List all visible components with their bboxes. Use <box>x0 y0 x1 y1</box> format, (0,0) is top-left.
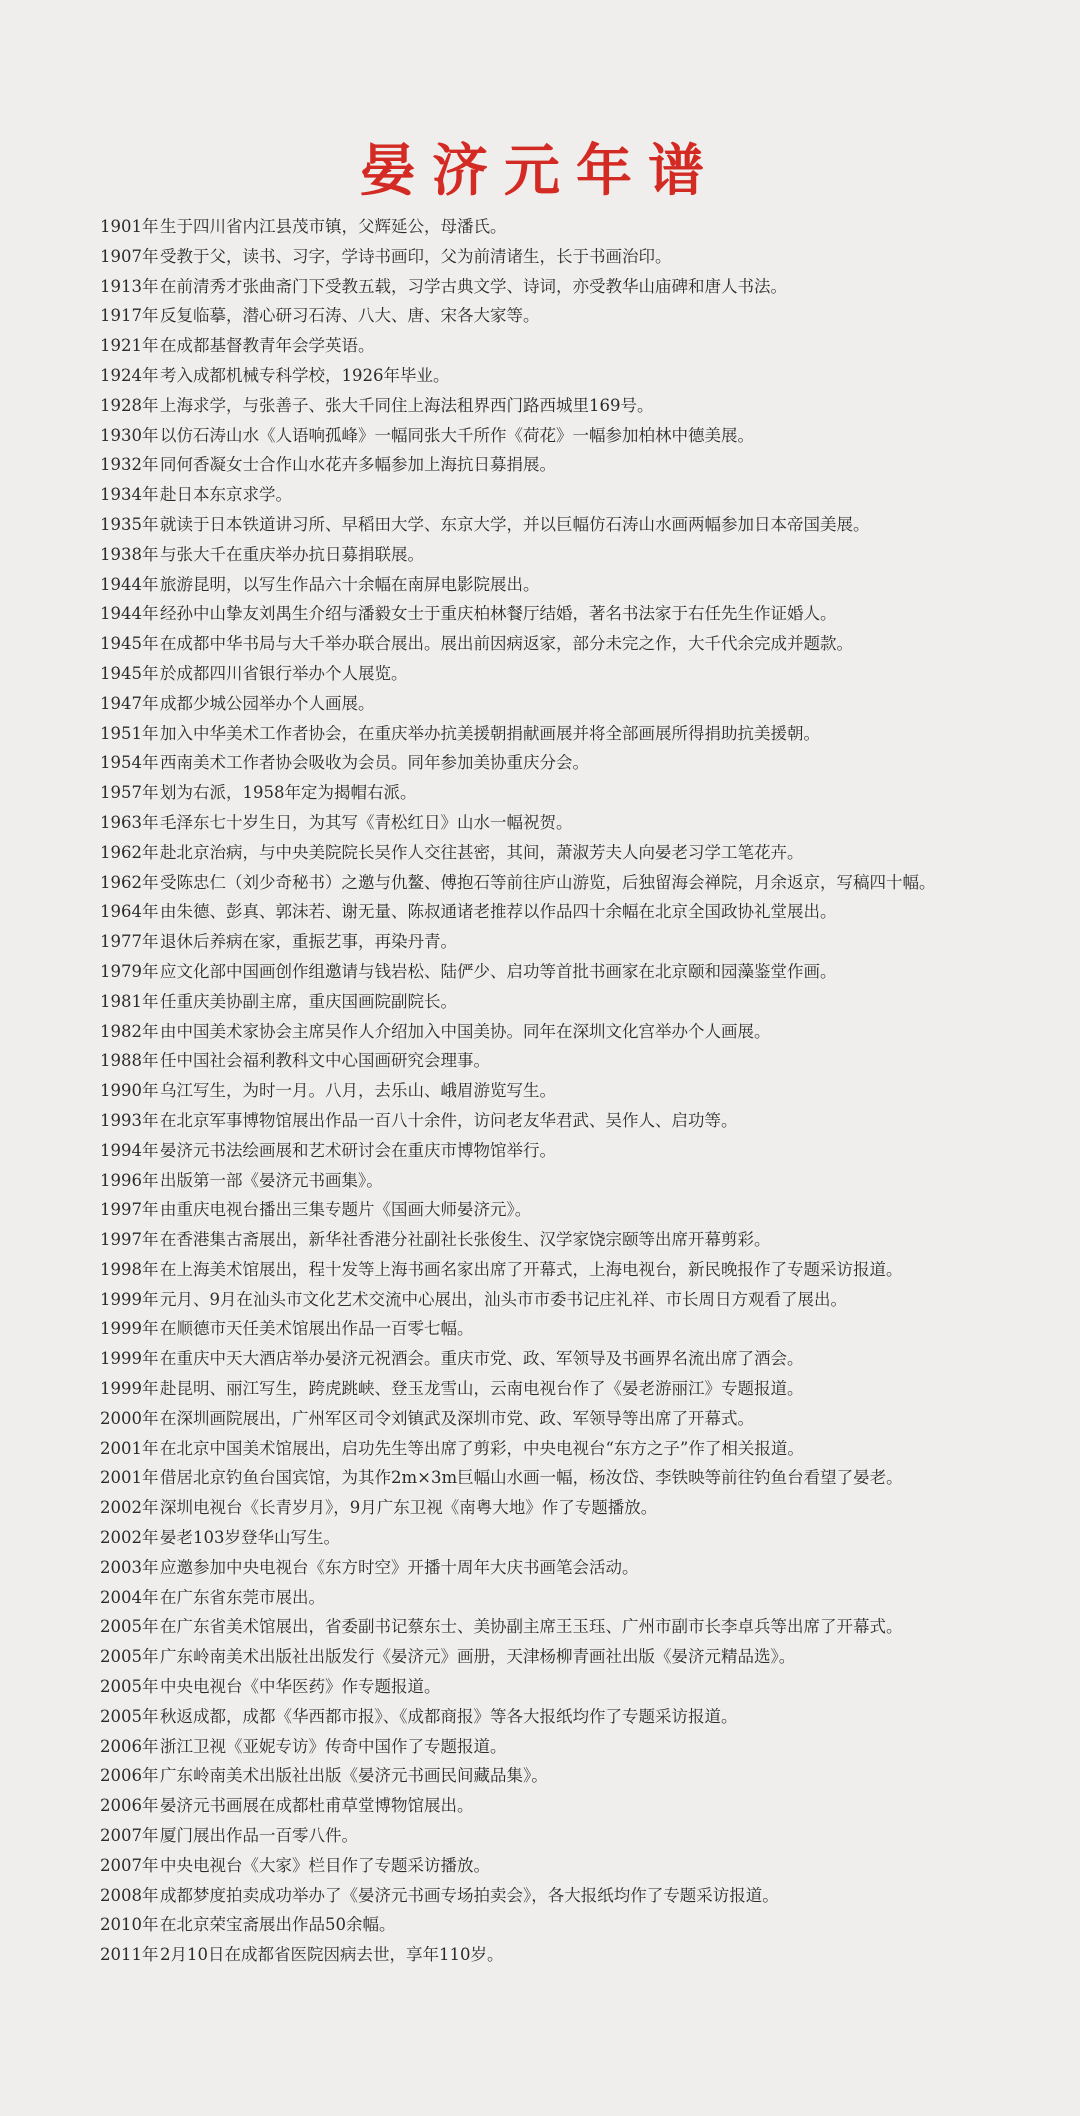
chronology-entry <box>100 1225 1060 1255</box>
entry-year: 1999年 <box>100 1289 159 1309</box>
entry-text: 在顺德市天任美术馆展出作品一百零七幅。 <box>160 1319 474 1339</box>
chronology-entry <box>100 1583 1060 1613</box>
chronology-entry <box>100 659 1060 689</box>
entry-year: 1994年 <box>100 1140 159 1160</box>
entry-year: 1917年 <box>100 306 159 326</box>
chronology-entry <box>100 242 1060 272</box>
chronology-entry <box>100 1404 1060 1434</box>
entry-text: 退休后养病在家，重振艺事，再染丹青。 <box>160 932 457 952</box>
entry-text: 毛泽东七十岁生日，为其写《青松红日》山水一幅祝贺。 <box>160 812 573 832</box>
page-title: 晏济元年谱 <box>360 137 720 204</box>
chronology-entry <box>100 1314 1060 1344</box>
entry-year: 1981年 <box>100 991 159 1011</box>
entry-text: 由重庆电视台播出三集专题片《国画大师晏济元》。 <box>160 1200 532 1220</box>
entry-text: 就读于日本铁道讲习所、早稻田大学、东京大学，并以巨幅仿石涛山水画两幅参加日本帝国美展。 <box>160 514 870 534</box>
entry-text: 由朱德、彭真、郭沫若、谢无量、陈叔通诸老推荐以作品四十余幅在北京全国政协礼堂展出。 <box>160 902 837 922</box>
entry-text: 在成都中华书局与大千举办联合展出。展出前因病返家，部分未完之作，大千代余完成并题款。 <box>160 634 853 654</box>
entry-year: 2006年 <box>100 1766 159 1786</box>
entry-text: 中央电视台《中华医药》作专题报道。 <box>160 1677 441 1697</box>
chronology-entry <box>100 897 1060 927</box>
chronology-entry <box>100 1761 1060 1791</box>
entry-year: 2002年 <box>100 1528 159 1548</box>
entry-text: 元月、9月在汕头市文化艺术交流中心展出，汕头市市委书记庄礼祥、市长周日方观看了展出。 <box>160 1289 847 1309</box>
entry-text: 上海求学，与张善子、张大千同住上海法租界西门路西城里169号。 <box>160 395 654 415</box>
entry-text: 赴昆明、丽江写生，跨虎跳峡、登玉龙雪山，云南电视台作了《晏老游丽江》专题报道。 <box>160 1379 804 1399</box>
entry-year: 1907年 <box>100 246 159 266</box>
entry-text: 成都梦度拍卖成功举办了《晏济元书画专场拍卖会》，各大报纸均作了专题采访报道。 <box>160 1885 779 1905</box>
chronology-entry <box>100 1910 1060 1940</box>
chronology-entry <box>100 1821 1060 1851</box>
entry-text: 应文化部中国画创作组邀请与钱岩松、陆俨少、启功等首批书画家在北京颐和园藻鉴堂作画。 <box>160 961 837 981</box>
entry-year: 2001年 <box>100 1468 159 1488</box>
chronology-entry <box>100 1612 1060 1642</box>
entry-text: 晏老103岁登华山写生。 <box>160 1528 340 1548</box>
entry-text: 赴日本东京求学。 <box>160 485 292 505</box>
entry-year: 1924年 <box>100 365 159 385</box>
entry-text: 在香港集古斋展出，新华社香港分社副社长张俊生、汉学家饶宗颐等出席开幕剪彩。 <box>160 1230 771 1250</box>
entry-text: 於成都四川省银行举办个人展览。 <box>160 663 408 683</box>
entry-year: 1962年 <box>100 872 159 892</box>
chronology-entry <box>100 838 1060 868</box>
entry-year: 2007年 <box>100 1855 159 1875</box>
chronology-entry <box>100 1523 1060 1553</box>
chronology-entry <box>100 1076 1060 1106</box>
entry-year: 1938年 <box>100 544 159 564</box>
chronology-list <box>100 212 1060 1970</box>
entry-year: 2001年 <box>100 1438 159 1458</box>
entry-text: 加入中华美术工作者协会，在重庆举办抗美援朝捐献画展并将全部画展所得捐助抗美援朝。 <box>160 723 820 743</box>
entry-year: 2005年 <box>100 1677 159 1697</box>
chronology-entry <box>100 450 1060 480</box>
chronology-entry <box>100 689 1060 719</box>
entry-year: 1963年 <box>100 812 159 832</box>
chronology-entry <box>100 1940 1060 1970</box>
entry-text: 任重庆美协副主席，重庆国画院副院长。 <box>160 991 457 1011</box>
chronology-entry <box>100 778 1060 808</box>
entry-text: 生于四川省内江县茂市镇，父辉延公，母潘氏。 <box>160 217 507 236</box>
entry-year: 1957年 <box>100 783 159 803</box>
chronology-entry <box>100 1046 1060 1076</box>
chronology-entry <box>100 719 1060 749</box>
entry-text: 以仿石涛山水《人语响孤峰》一幅同张大千所作《荷花》一幅参加柏林中德美展。 <box>160 425 754 445</box>
entry-year: 1944年 <box>100 604 159 624</box>
chronology-entry <box>100 540 1060 570</box>
entry-year: 1990年 <box>100 1081 159 1101</box>
entry-year: 1944年 <box>100 574 159 594</box>
entry-text: 任中国社会福利教科文中心国画研究会理事。 <box>160 1051 490 1071</box>
entry-year: 2005年 <box>100 1647 159 1667</box>
entry-year: 1928年 <box>100 395 159 415</box>
entry-year: 1999年 <box>100 1319 159 1339</box>
chronology-entry <box>100 391 1060 421</box>
entry-year: 1988年 <box>100 1051 159 1071</box>
entry-year: 2008年 <box>100 1885 159 1905</box>
entry-text: 在上海美术馆展出，程十发等上海书画名家出席了开幕式，上海电视台，新民晚报作了专题采访报道。 <box>160 1259 903 1279</box>
entry-year: 1999年 <box>100 1349 159 1369</box>
chronology-entry <box>100 1851 1060 1881</box>
entry-year: 1964年 <box>100 902 159 922</box>
entry-text: 在深圳画院展出，广州军区司令刘镇武及深圳市党、政、军领导等出席了开幕式。 <box>160 1408 754 1428</box>
chronology-entry <box>100 212 1060 242</box>
chronology-entry <box>100 1374 1060 1404</box>
entry-text: 成都少城公园举办个人画展。 <box>160 693 375 713</box>
entry-year: 2010年 <box>100 1915 159 1935</box>
chronology-entry <box>100 331 1060 361</box>
entry-text: 反复临摹，潜心研习石涛、八大、唐、宋各大家等。 <box>160 306 540 326</box>
entry-year: 1997年 <box>100 1230 159 1250</box>
chronology-entry <box>100 957 1060 987</box>
entry-text: 广东岭南美术出版社出版发行《晏济元》画册，天津杨柳青画社出版《晏济元精品选》。 <box>160 1647 796 1667</box>
entry-year: 1935年 <box>100 514 159 534</box>
entry-text: 2月10日在成都省医院因病去世，享年110岁。 <box>160 1945 504 1965</box>
entry-text: 在广东省美术馆展出，省委副书记蔡东士、美协副主席王玉珏、广州市副市长李卓兵等出席了开幕式。 <box>160 1617 903 1637</box>
chronology-entry <box>100 1702 1060 1732</box>
entry-year: 2006年 <box>100 1736 159 1756</box>
entry-year: 1962年 <box>100 842 159 862</box>
entry-text: 浙江卫视《亚妮专访》传奇中国作了专题报道。 <box>160 1736 507 1756</box>
entry-year: 2005年 <box>100 1706 159 1726</box>
chronology-entry <box>100 1166 1060 1196</box>
chronology-entry <box>100 1791 1060 1821</box>
entry-text: 在前清秀才张曲斋门下受教五载，习学古典文学、诗词，亦受教华山庙碑和唐人书法。 <box>160 276 787 296</box>
entry-year: 1997年 <box>100 1200 159 1220</box>
entry-text: 在重庆中天大酒店举办晏济元祝酒会。重庆市党、政、军领导及书画界名流出席了酒会。 <box>160 1349 804 1369</box>
chronology-entry <box>100 629 1060 659</box>
entry-text: 在广东省东莞市展出。 <box>160 1587 325 1607</box>
entry-year: 2000年 <box>100 1408 159 1428</box>
chronology-entry <box>100 1136 1060 1166</box>
chronology-entry <box>100 748 1060 778</box>
chronology-entry <box>100 1881 1060 1911</box>
chronology-entry <box>100 808 1060 838</box>
entry-text: 乌江写生，为时一月。八月，去乐山、峨眉游览写生。 <box>160 1081 556 1101</box>
entry-year: 1954年 <box>100 753 159 773</box>
entry-text: 旅游昆明，以写生作品六十余幅在南屏电影院展出。 <box>160 574 540 594</box>
entry-text: 晏济元书法绘画展和艺术研讨会在重庆市博物馆举行。 <box>160 1140 556 1160</box>
chronology-entry <box>100 1553 1060 1583</box>
chronology-entry <box>100 361 1060 391</box>
entry-text: 借居北京钓鱼台国宾馆，为其作2m×3m巨幅山水画一幅，杨汝岱、李铁映等前往钓鱼台看望了晏老。 <box>160 1468 903 1488</box>
entry-text: 经孙中山挚友刘禺生介绍与潘毅女士于重庆柏林餐厅结婚，著名书法家于右任先生作证婚人。 <box>160 604 837 624</box>
chronology-entry <box>100 1285 1060 1315</box>
entry-text: 深圳电视台《长青岁月》，9月广东卫视《南粤大地》作了专题播放。 <box>160 1498 658 1518</box>
entry-year: 2003年 <box>100 1557 159 1577</box>
entry-text: 赴北京治病，与中央美院院长吴作人交往甚密，其间，萧淑芳夫人向晏老习学工笔花卉。 <box>160 842 804 862</box>
chronology-entry <box>100 1195 1060 1225</box>
chronology-entry <box>100 1344 1060 1374</box>
entry-year: 2004年 <box>100 1587 159 1607</box>
chronology-entry <box>100 1672 1060 1702</box>
entry-year: 1996年 <box>100 1170 159 1190</box>
entry-year: 1998年 <box>100 1259 159 1279</box>
entry-year: 1947年 <box>100 693 159 713</box>
entry-text: 与张大千在重庆举办抗日募捐联展。 <box>160 544 424 564</box>
entry-text: 厦门展出作品一百零八件。 <box>160 1826 358 1846</box>
chronology-entry <box>100 570 1060 600</box>
entry-year: 1982年 <box>100 1021 159 1041</box>
entry-year: 1999年 <box>100 1379 159 1399</box>
chronology-entry <box>100 987 1060 1017</box>
entry-year: 1930年 <box>100 425 159 445</box>
chronology-entry <box>100 510 1060 540</box>
chronology-entry <box>100 1493 1060 1523</box>
entry-text: 应邀参加中央电视台《东方时空》开播十周年大庆书画笔会活动。 <box>160 1557 639 1577</box>
chronology-entry <box>100 421 1060 451</box>
chronology-entry <box>100 1463 1060 1493</box>
entry-year: 1932年 <box>100 455 159 475</box>
entry-year: 1945年 <box>100 634 159 654</box>
chronology-entry <box>100 1434 1060 1464</box>
entry-text: 广东岭南美术出版社出版《晏济元书画民间藏品集》。 <box>160 1766 548 1786</box>
entry-text: 出版第一部《晏济元书画集》。 <box>160 1170 383 1190</box>
entry-text: 在北京军事博物馆展出作品一百八十余件，访问老友华君武、吴作人、启功等。 <box>160 1110 738 1130</box>
entry-text: 受陈忠仁（刘少奇秘书）之邀与仇鳌、傅抱石等前往庐山游览，后独留海会禅院，月余返京，写稿四十幅。 <box>160 872 936 892</box>
entry-text: 晏济元书画展在成都杜甫草堂博物馆展出。 <box>160 1796 474 1816</box>
chronology-entry <box>100 1732 1060 1762</box>
entry-year: 1979年 <box>100 961 159 981</box>
chronology-entry <box>100 480 1060 510</box>
chronology-entry <box>100 1255 1060 1285</box>
chronology-entry <box>100 1642 1060 1672</box>
entry-text: 秋返成都，成都《华西都市报》、《成都商报》等各大报纸均作了专题采访报道。 <box>160 1706 738 1726</box>
entry-text: 中央电视台《大家》栏目作了专题采访播放。 <box>160 1855 490 1875</box>
entry-year: 1951年 <box>100 723 159 743</box>
entry-text: 考入成都机械专科学校，1926年毕业。 <box>160 365 450 385</box>
entry-text: 由中国美术家协会主席吴作人介绍加入中国美协。同年在深圳文化宫举办个人画展。 <box>160 1021 771 1041</box>
entry-year: 2002年 <box>100 1498 159 1518</box>
entry-text: 在北京中国美术馆展出，启功先生等出席了剪彩，中央电视台“东方之子”作了相关报道。 <box>160 1438 804 1458</box>
entry-text: 在成都基督教青年会学英语。 <box>160 336 375 356</box>
chronology-entry <box>100 868 1060 898</box>
chronology-entry <box>100 1106 1060 1136</box>
entry-text: 西南美术工作者协会吸收为会员。同年参加美协重庆分会。 <box>160 753 589 773</box>
chronology-entry <box>100 301 1060 331</box>
entry-year: 1993年 <box>100 1110 159 1130</box>
entry-year: 1901年 <box>100 217 159 236</box>
chronology-entry <box>100 1017 1060 1047</box>
entry-year: 2007年 <box>100 1826 159 1846</box>
entry-year: 1977年 <box>100 932 159 952</box>
chronology-entry <box>100 927 1060 957</box>
chronology-entry <box>100 599 1060 629</box>
entry-text: 同何香凝女士合作山水花卉多幅参加上海抗日募捐展。 <box>160 455 556 475</box>
entry-year: 2006年 <box>100 1796 159 1816</box>
entry-year: 1934年 <box>100 485 159 505</box>
entry-year: 1945年 <box>100 663 159 683</box>
entry-text: 划为右派，1958年定为揭帽右派。 <box>160 783 417 803</box>
entry-year: 2011年 <box>100 1945 159 1965</box>
entry-year: 1921年 <box>100 336 159 356</box>
entry-year: 1913年 <box>100 276 159 296</box>
chronology-entry <box>100 272 1060 302</box>
entry-text: 在北京荣宝斋展出作品50余幅。 <box>160 1915 396 1935</box>
entry-text: 受教于父，读书、习字，学诗书画印，父为前清诸生，长于书画治印。 <box>160 246 672 266</box>
entry-year: 2005年 <box>100 1617 159 1637</box>
